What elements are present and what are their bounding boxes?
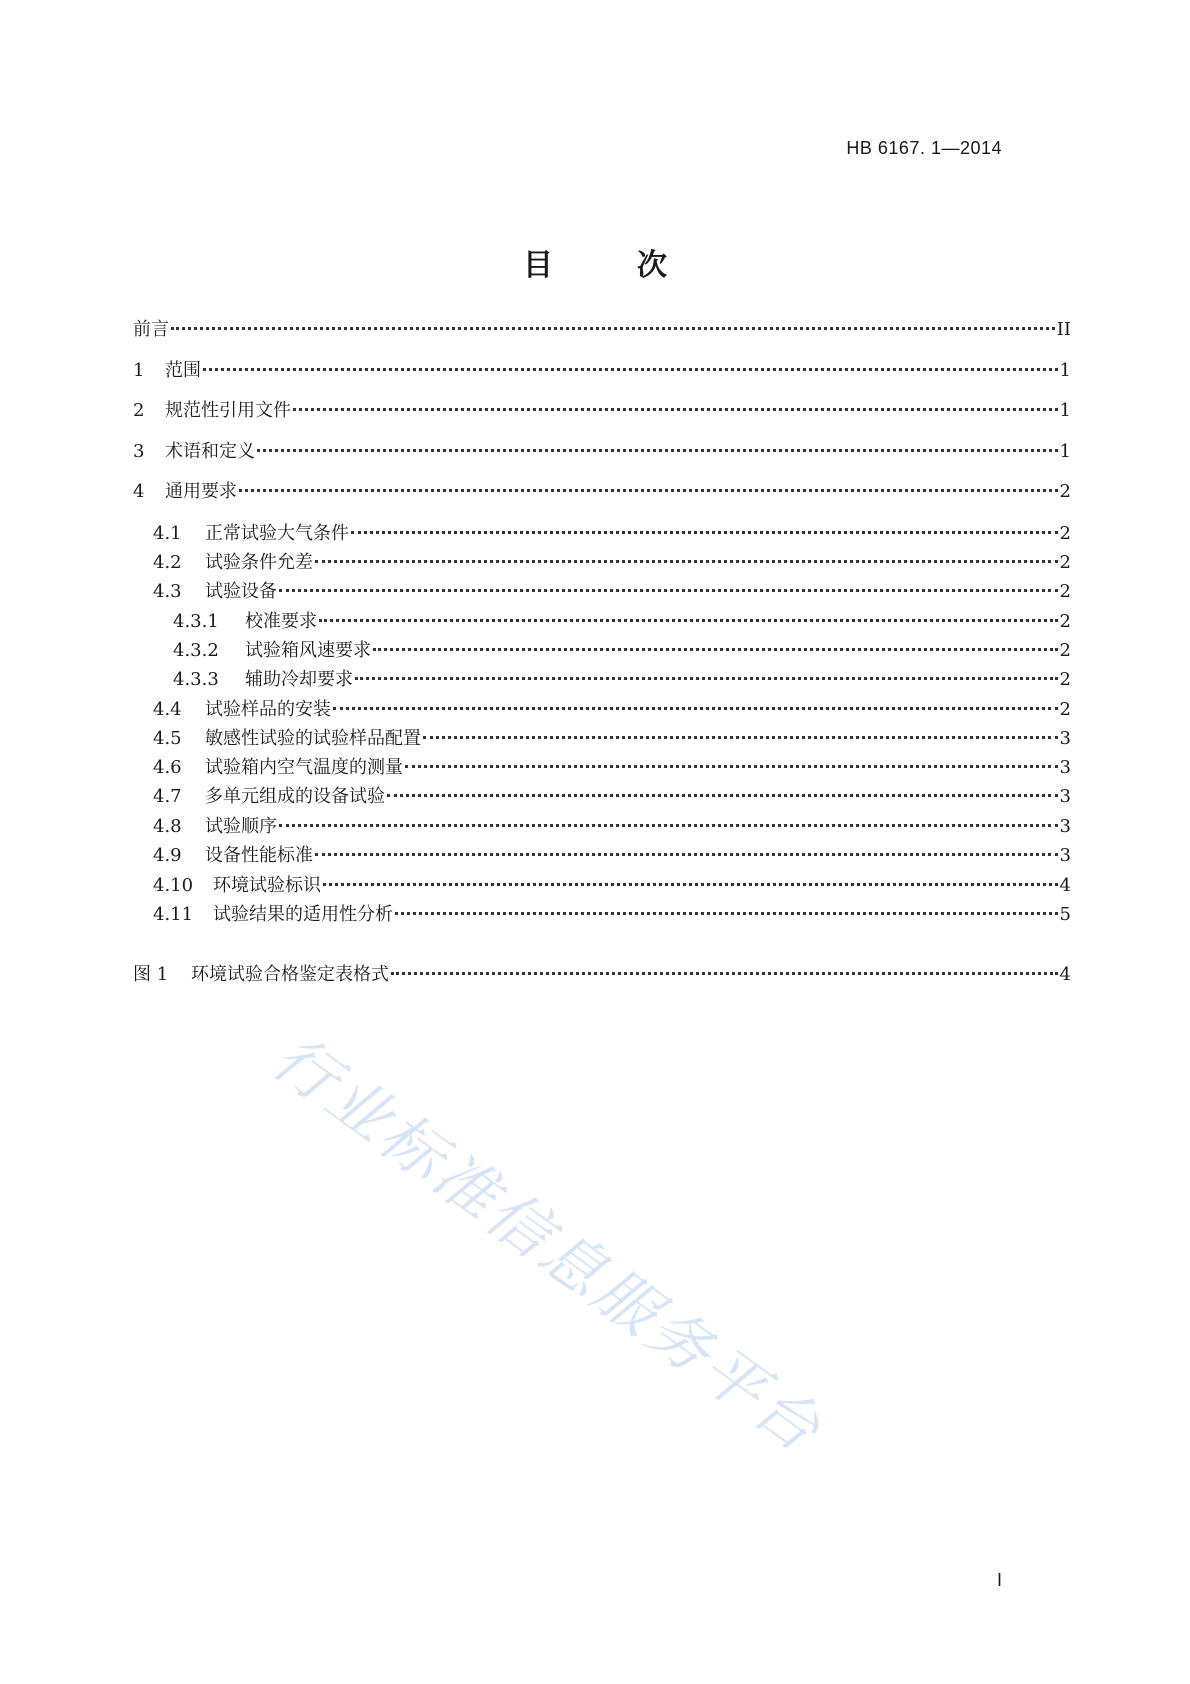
toc-entry-page: 2 (1059, 611, 1071, 632)
toc-entry-title: 试验设备 (205, 581, 277, 602)
toc-entry-page: 3 (1059, 845, 1071, 866)
toc-entry-number: 4.1 (153, 523, 182, 544)
toc-entry[interactable] (153, 756, 1071, 780)
page-title (0, 240, 1190, 284)
toc-entry-title: 敏感性试验的试验样品配置 (205, 728, 421, 749)
toc-entry-page: 2 (1059, 481, 1071, 502)
toc-leader-dots (387, 794, 1058, 797)
toc-entry-number: 4 (133, 481, 145, 502)
toc-leader-dots (391, 972, 1058, 975)
toc-entry[interactable] (153, 522, 1071, 546)
toc-entry[interactable] (173, 639, 1071, 663)
toc-entry-number: 4.4 (153, 699, 182, 720)
toc-leader-dots (279, 589, 1058, 592)
toc-entry-number: 4.9 (153, 845, 182, 866)
toc-leader-dots (333, 707, 1058, 710)
toc-entry-page: 2 (1059, 552, 1071, 573)
toc-leader-dots (355, 677, 1058, 680)
toc-entry-number: 4.3.2 (173, 640, 219, 661)
toc-entry[interactable] (153, 785, 1071, 809)
toc-leader-dots (323, 883, 1058, 886)
toc-entry-title: 辅助冷却要求 (245, 669, 353, 690)
toc-leader-dots (171, 327, 1055, 330)
toc-entry-page: 1 (1059, 400, 1071, 421)
toc-entry[interactable] (153, 903, 1071, 927)
toc-leader-dots (257, 449, 1058, 452)
toc-leader-dots (405, 765, 1058, 768)
toc-entry-number: 4.8 (153, 816, 182, 837)
toc-entry[interactable] (173, 668, 1071, 692)
toc-leader-dots (315, 560, 1058, 563)
toc-entry[interactable] (133, 440, 1071, 464)
page-number: I (996, 1570, 1002, 1590)
toc-entry-title: 设备性能标准 (205, 845, 313, 866)
toc-entry[interactable] (153, 727, 1071, 751)
title-char-2: 次 (637, 248, 667, 283)
toc-entry-number: 2 (133, 400, 145, 421)
toc-entry[interactable] (133, 480, 1071, 504)
toc-entry[interactable] (133, 963, 1071, 987)
toc-entry-title: 试验条件允差 (205, 552, 313, 573)
document-code: HB 6167. 1—2014 (846, 138, 1002, 158)
toc-entry-number: 4.11 (153, 904, 194, 925)
toc-entry-page: 2 (1059, 669, 1071, 690)
toc-entry-title: 前言 (133, 319, 169, 340)
toc-leader-dots (279, 824, 1058, 827)
toc-entry-title: 范围 (165, 360, 201, 381)
toc-entry-title: 术语和定义 (165, 441, 255, 462)
toc-entry-page: 3 (1059, 757, 1071, 778)
toc-entry-page: 3 (1059, 816, 1071, 837)
toc-entry-number: 4.3.3 (173, 669, 219, 690)
watermark: 行业标准信息服务平台 (259, 1020, 837, 1468)
toc-entry-number: 4.6 (153, 757, 182, 778)
title-char-1: 目 (523, 248, 553, 283)
toc-entry-title: 环境试验合格鉴定表格式 (191, 964, 389, 985)
toc-entry-title: 校准要求 (245, 611, 317, 632)
toc-entry-page: 1 (1059, 441, 1071, 462)
toc-entry-title: 通用要求 (165, 481, 237, 502)
toc-entry-title: 多单元组成的设备试验 (205, 786, 385, 807)
toc-entry-page: 2 (1059, 699, 1071, 720)
toc-leader-dots (315, 853, 1058, 856)
toc-entry-number: 1 (133, 360, 145, 381)
toc-entry-number: 4.5 (153, 728, 182, 749)
toc-entry-page: 5 (1059, 904, 1071, 925)
toc-leader-dots (239, 489, 1058, 492)
toc-entry-title: 试验结果的适用性分析 (213, 904, 393, 925)
toc-entry-page: 3 (1059, 786, 1071, 807)
toc-entry[interactable] (153, 580, 1071, 604)
toc-entry-page: 4 (1059, 875, 1071, 896)
toc-entry-number: 4.7 (153, 786, 182, 807)
toc-entry-page: 4 (1059, 964, 1071, 985)
toc-entry-page: 2 (1059, 640, 1071, 661)
toc-entry-number: 4.10 (153, 875, 194, 896)
toc-entry-title: 规范性引用文件 (165, 400, 291, 421)
toc-entry-page: 3 (1059, 728, 1071, 749)
toc-entry[interactable] (153, 551, 1071, 575)
toc-entry-page: 1 (1059, 360, 1071, 381)
toc-entry-number: 4.3 (153, 581, 182, 602)
toc-entry[interactable] (133, 399, 1071, 423)
toc-entry[interactable] (153, 698, 1071, 722)
toc-leader-dots (293, 408, 1058, 411)
toc-entry-title: 试验样品的安装 (205, 699, 331, 720)
toc-entry[interactable] (133, 318, 1071, 342)
toc-leader-dots (423, 736, 1058, 739)
toc-entry-number: 4.2 (153, 552, 182, 573)
toc-entry-title: 环境试验标识 (213, 875, 321, 896)
toc-entry-number: 图 1 (133, 964, 169, 985)
toc-leader-dots (373, 648, 1058, 651)
toc-entry-title: 正常试验大气条件 (205, 523, 349, 544)
toc-entry[interactable] (153, 874, 1071, 898)
toc-entry-page: 2 (1059, 581, 1071, 602)
toc-entry-page: II (1056, 319, 1071, 340)
toc-entry-title: 试验箱风速要求 (245, 640, 371, 661)
toc-entry-title: 试验箱内空气温度的测量 (205, 757, 403, 778)
toc-leader-dots (395, 912, 1058, 915)
toc-entry-page: 2 (1059, 523, 1071, 544)
toc-leader-dots (351, 531, 1058, 534)
toc-leader-dots (203, 368, 1058, 371)
toc-leader-dots (319, 619, 1058, 622)
toc-entry[interactable] (153, 815, 1071, 839)
toc-entry-title: 试验顺序 (205, 816, 277, 837)
toc-entry-number: 4.3.1 (173, 611, 219, 632)
toc-entry[interactable] (173, 610, 1071, 634)
toc-entry-number: 3 (133, 441, 145, 462)
toc-entry[interactable] (153, 844, 1071, 868)
toc-entry[interactable] (133, 359, 1071, 383)
